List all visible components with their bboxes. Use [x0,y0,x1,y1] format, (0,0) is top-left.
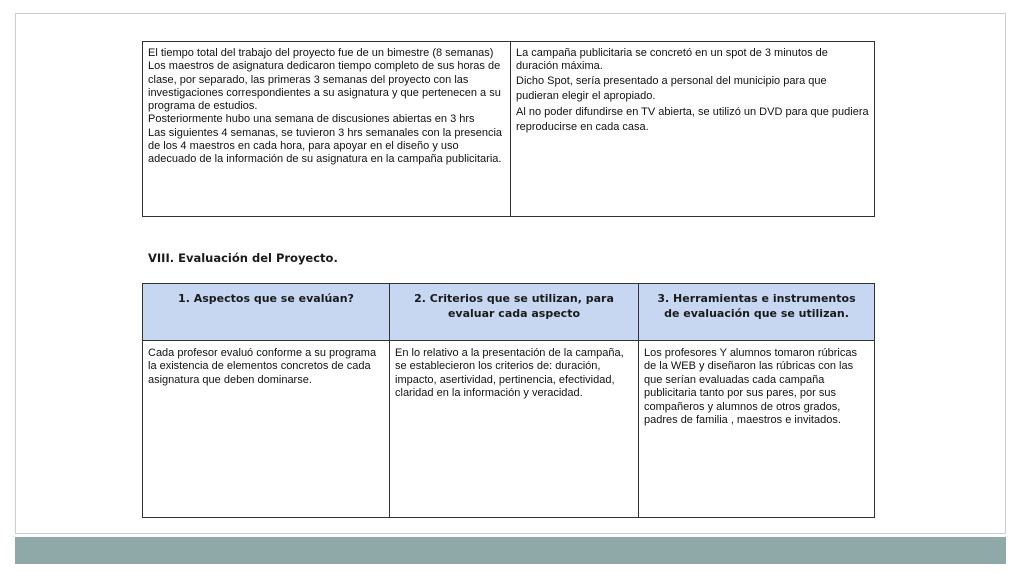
paragraph: Posteriormente hubo una semana de discusiones abiertas en 3 hrs [148,113,475,126]
tools-cell: Los profesores Y alumnos tomaron rúbricas de la WEB y diseñaron las rúbricas con las que serían evaluadas cada campaña publicitaria tanto por sus pares, por sus compañeros y alumnos de otros grados, padres de familia , maestros e invitados. [639,341,875,518]
paragraph: Las siguientes 4 semanas, se tuvieron 3 hrs semanales con la presencia de los 4 maestros en cada hora, para apoyar en el diseño y uso adecuado de la información de su asignatura en la campaña publicitaria. [148,126,503,166]
project-time-table [142,41,875,217]
aspects-cell: Cada profesor evaluó conforme a su programa la existencia de elementos concretos de cada asignatura que deben dominarse. [143,341,390,518]
campaign-spot-cell [511,42,875,217]
evaluation-table [142,283,875,518]
project-duration-cell [143,42,511,217]
paragraph: El tiempo total del trabajo del proyecto fue de un bimestre (8 semanas) [148,47,494,59]
paragraph: Los maestros de asignatura dedicaron tiempo completo de sus horas de clase, por separado, las primeras 3 semanas del proyecto con las investigaciones correspondientes a su asignatura y que pertenecen a su programa de estudios. [148,60,501,113]
paragraph: Dicho Spot, sería presentado a personal del municipio para que pudieran elegir el apropiado. [516,74,827,103]
column-header-aspects: 1. Aspectos que se evalúan? [143,284,390,341]
column-header-criteria: 2. Criterios que se utilizan, para evaluar cada aspecto [390,284,639,341]
footer-bar [15,537,1006,564]
section-title: VIII. Evaluación del Proyecto. [148,251,338,265]
criteria-cell: En lo relativo a la presentación de la campaña, se establecieron los criterios de: duración, impacto, asertividad, pertinencia, efectividad, claridad en la información y veracidad. [390,341,639,518]
table-row [143,341,875,518]
table-row [143,42,875,217]
paragraph: La campaña publicitaria se concretó en un spot de 3 minutos de duración máxima. [516,47,828,73]
column-header-tools: 3. Herramientas e instrumentos de evaluación que se utilizan. [639,284,875,341]
paragraph: Al no poder difundirse en TV abierta, se utilizó un DVD para que pudiera reproducirse en cada casa. [516,105,869,134]
table-header-row [143,284,875,341]
